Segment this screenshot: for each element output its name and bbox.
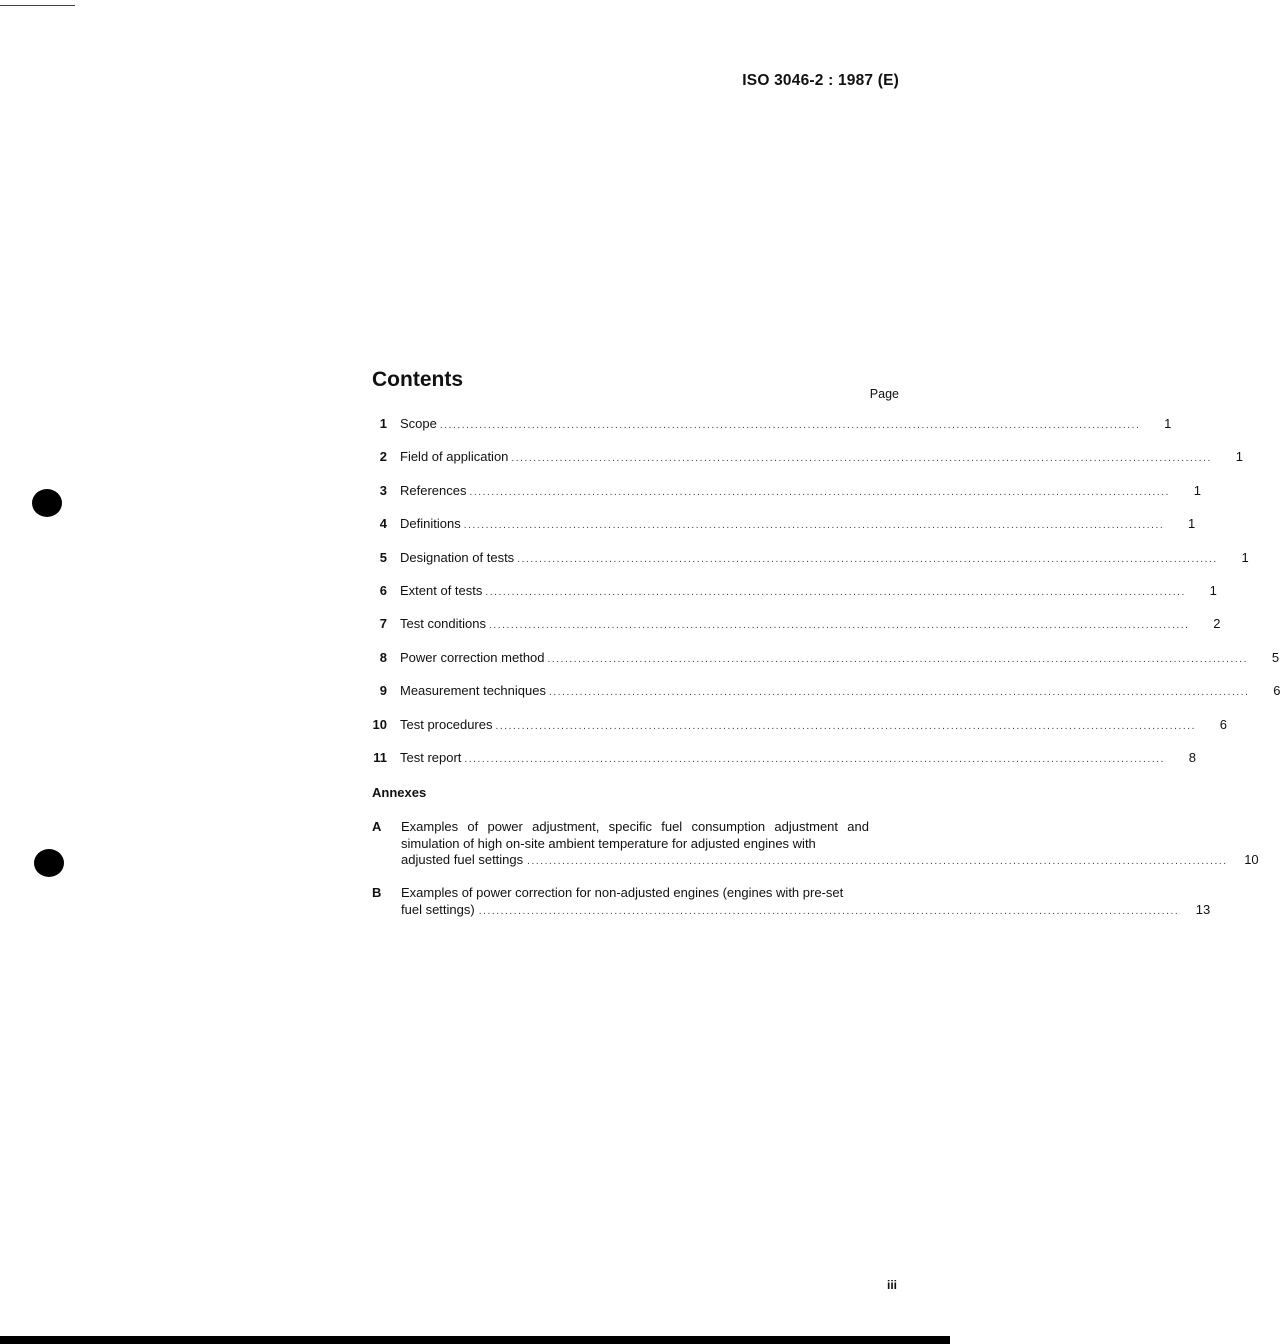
bottom-edge-bar	[0, 1336, 950, 1344]
contents-heading: Contents	[372, 368, 463, 391]
toc-entry-label: References	[400, 482, 467, 498]
dot-leader: ................................................................................................................................................................	[439, 420, 1141, 431]
toc-entry-label: Test procedures	[400, 716, 493, 732]
toc-entry-number: 5	[379, 549, 387, 565]
toc-entry-label: Definitions	[400, 516, 461, 532]
toc-entry[interactable]	[372, 683, 1281, 716]
annex-description: Examples of power adjustment, specific fuel consumption adjustment and simulation of high on-site ambient temperature for adjusted engines with	[401, 819, 869, 851]
annex-entry[interactable]	[372, 819, 1259, 871]
toc-entry-number: 10	[372, 716, 387, 732]
toc-entry-number: 3	[379, 482, 387, 498]
toc-entry-page: 6	[1273, 683, 1281, 699]
annex-page: 10	[1244, 852, 1259, 867]
toc-entry-number: 8	[379, 649, 387, 665]
toc-entry-number: 2	[379, 449, 387, 465]
punch-hole-icon	[32, 489, 62, 517]
dot-leader: ................................................................................................................................................................	[517, 553, 1218, 565]
page-column-label: Page	[869, 387, 899, 401]
annex-page: 13	[1195, 901, 1211, 917]
punch-hole-icon	[34, 849, 64, 877]
dot-leader: ................................................................................................................................................................	[489, 620, 1190, 632]
toc-entry-page: 1	[1241, 549, 1249, 565]
toc-entry-number: 4	[379, 516, 387, 532]
toc-entry-page: 1	[1235, 449, 1243, 465]
toc-entry[interactable]	[372, 582, 1217, 616]
toc-entry-label: Field of application	[400, 449, 509, 465]
dot-leader: ................................................................................................................................................................	[495, 720, 1197, 732]
toc-entry-label: Test report	[400, 749, 462, 765]
annex-letter: A	[372, 819, 382, 834]
toc-entry[interactable]	[372, 716, 1228, 750]
dot-leader: ................................................................................................................................................................	[485, 586, 1186, 598]
toc-entry-label: Test conditions	[400, 616, 486, 632]
dot-leader: ................................................................................................................................................................	[547, 653, 1249, 665]
toc-entry-page: 2	[1213, 616, 1221, 632]
toc-entry-page: 8	[1188, 749, 1196, 765]
toc-entry-page: 1	[1188, 516, 1196, 532]
toc-entry[interactable]	[372, 516, 1196, 549]
annexes-heading: Annexes	[372, 785, 427, 800]
toc-entry-number: 9	[379, 683, 387, 699]
dot-leader: ................................................................................................................................................................	[463, 520, 1165, 532]
toc-entry-page: 1	[1193, 482, 1202, 498]
toc-entry-label: Scope	[400, 416, 437, 431]
toc-entry-number: 11	[373, 749, 387, 765]
dot-leader: ................................................................................................................................................................	[511, 453, 1212, 465]
annex-letter: B	[372, 885, 382, 900]
toc-entry[interactable]	[372, 449, 1243, 482]
annex-entry[interactable]	[372, 885, 1211, 920]
toc-entry-number: 6	[379, 582, 387, 598]
dot-leader: ................................................................................................................................................................	[527, 856, 1228, 867]
toc-entry-page: 1	[1164, 416, 1172, 431]
toc-entry[interactable]	[372, 482, 1202, 516]
page-number: iii	[886, 1278, 897, 1292]
toc-entry-label: Measurement techniques	[400, 683, 546, 699]
toc-entry-label: Power correction method	[400, 649, 545, 665]
dot-leader: ................................................................................................................................................................	[478, 905, 1180, 917]
toc-entry-number: 1	[379, 416, 387, 431]
toc-entry[interactable]	[372, 616, 1221, 649]
annex-description-end: adjusted fuel settings	[401, 852, 524, 867]
toc-entry-page: 6	[1219, 716, 1228, 732]
table-of-contents	[372, 416, 1281, 783]
toc-entry-label: Designation of tests	[400, 549, 515, 565]
annex-description: Examples of power correction for non-adjusted engines (engines with pre-set	[401, 885, 844, 900]
toc-entry[interactable]	[372, 749, 1196, 783]
toc-entry-number: 7	[379, 616, 387, 632]
dot-leader: ................................................................................................................................................................	[469, 486, 1171, 498]
toc-entry-page: 5	[1271, 649, 1280, 665]
dot-leader: ................................................................................................................................................................	[464, 753, 1165, 765]
dot-leader: ................................................................................................................................................................	[548, 687, 1250, 699]
toc-entry[interactable]	[372, 549, 1249, 583]
annex-description-end: fuel settings)	[401, 901, 475, 917]
toc-entry[interactable]	[372, 416, 1172, 449]
toc-entry-label: Extent of tests	[400, 582, 483, 598]
standard-identifier: ISO 3046-2 : 1987 (E)	[742, 72, 899, 89]
toc-entry-page: 1	[1209, 582, 1217, 598]
toc-entry[interactable]	[372, 649, 1280, 683]
top-left-rule	[0, 5, 75, 6]
